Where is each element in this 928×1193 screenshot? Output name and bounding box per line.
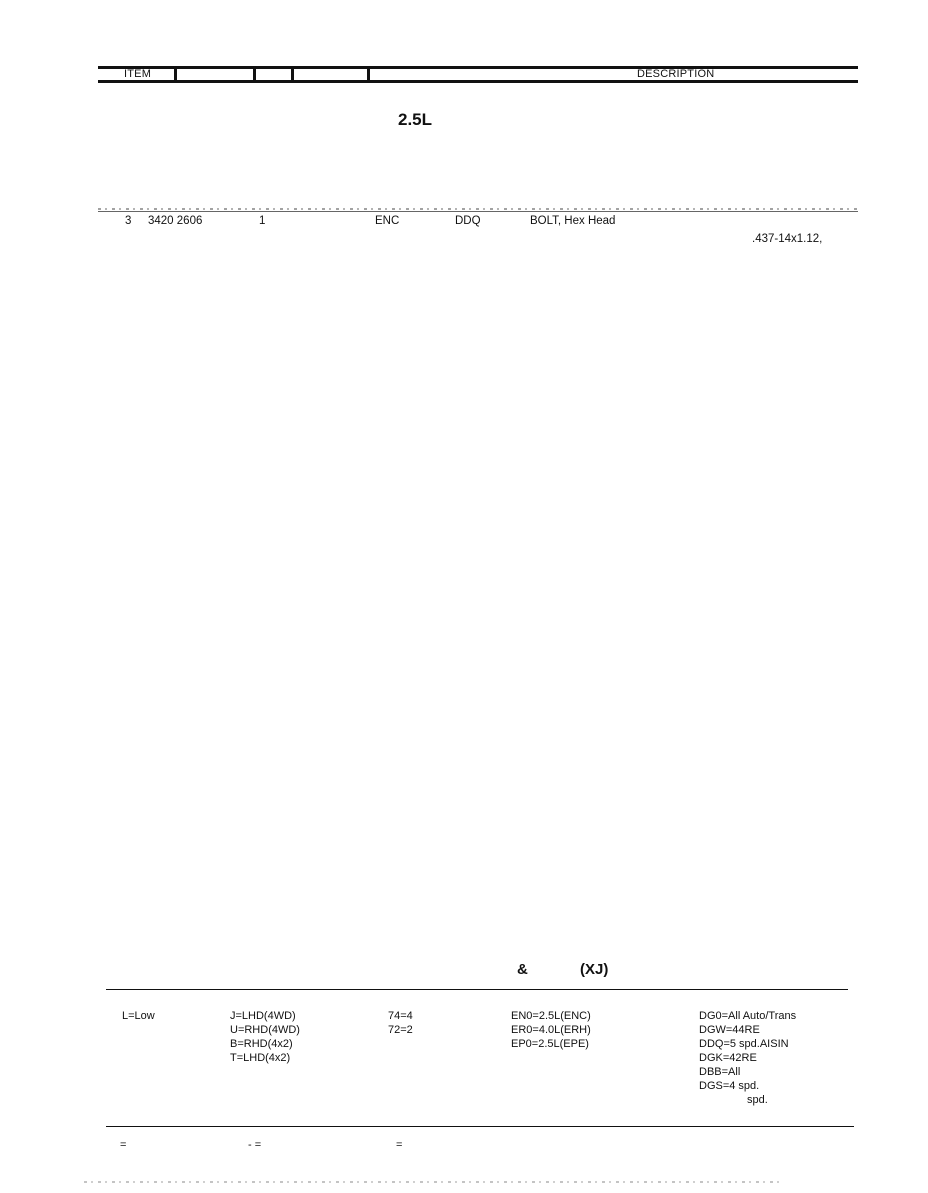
legend-title-amp: &: [517, 961, 528, 978]
header-top-rule: [98, 66, 858, 69]
legend-entry: EN0=2.5L(ENC): [511, 1010, 591, 1022]
legend-entry: DDQ=5 spd.AISIN: [699, 1038, 789, 1050]
legend-entry: DGS=4 spd.: [699, 1080, 760, 1092]
legend-entry: DG0=All Auto/Trans: [699, 1010, 797, 1022]
footer-symbol: - =: [248, 1139, 262, 1151]
header-divider: [253, 66, 256, 81]
engine-code: ENC: [375, 215, 400, 227]
legend-column-1: [122, 1009, 155, 1023]
legend-entry: DBB=All: [699, 1066, 741, 1078]
row-separator: [98, 208, 858, 210]
footer-rule: [106, 1126, 854, 1127]
legend-entry: ER0=4.0L(ERH): [511, 1024, 591, 1036]
part-description: BOLT, Hex Head: [530, 215, 616, 227]
legend-column-2: [230, 1009, 300, 1065]
row-separator-line: [98, 211, 858, 212]
header-description-label: DESCRIPTION: [637, 68, 715, 80]
legend-entry: EP0=2.5L(EPE): [511, 1038, 589, 1050]
trans-code: DDQ: [455, 215, 481, 227]
legend-entry: DGK=42RE: [699, 1052, 757, 1064]
header-divider: [174, 66, 177, 81]
scan-noise: [84, 1181, 784, 1183]
footer-symbol: =: [120, 1139, 127, 1151]
footer-symbol: =: [396, 1139, 403, 1151]
item-number: 3: [125, 215, 132, 227]
header-divider: [291, 66, 294, 81]
legend-column-4: [511, 1009, 591, 1051]
engine-heading: 2.5L: [398, 110, 433, 129]
legend-top-rule: [106, 989, 848, 990]
part-size: .437-14x1.12,: [752, 233, 823, 245]
legend-entry: DGW=44RE: [699, 1024, 760, 1036]
legend-title-model: (XJ): [580, 961, 609, 978]
legend-entry: 74=4: [388, 1010, 413, 1022]
quantity: 1: [259, 215, 266, 227]
legend-entry: U=RHD(4WD): [230, 1024, 300, 1036]
header-bottom-rule: [98, 80, 858, 83]
legend-entry: T=LHD(4x2): [230, 1052, 291, 1064]
header-item-label: ITEM: [124, 68, 152, 80]
part-number: 3420 2606: [148, 215, 203, 227]
legend-entry: B=RHD(4x2): [230, 1038, 293, 1050]
legend-entry: 72=2: [388, 1024, 413, 1036]
legend-entry: L=Low: [122, 1010, 155, 1022]
header-divider: [367, 66, 370, 81]
legend-column-5: [699, 1009, 796, 1107]
legend-entry: J=LHD(4WD): [230, 1010, 296, 1022]
legend-entry: spd.: [747, 1094, 768, 1106]
legend-column-3: [388, 1009, 413, 1037]
